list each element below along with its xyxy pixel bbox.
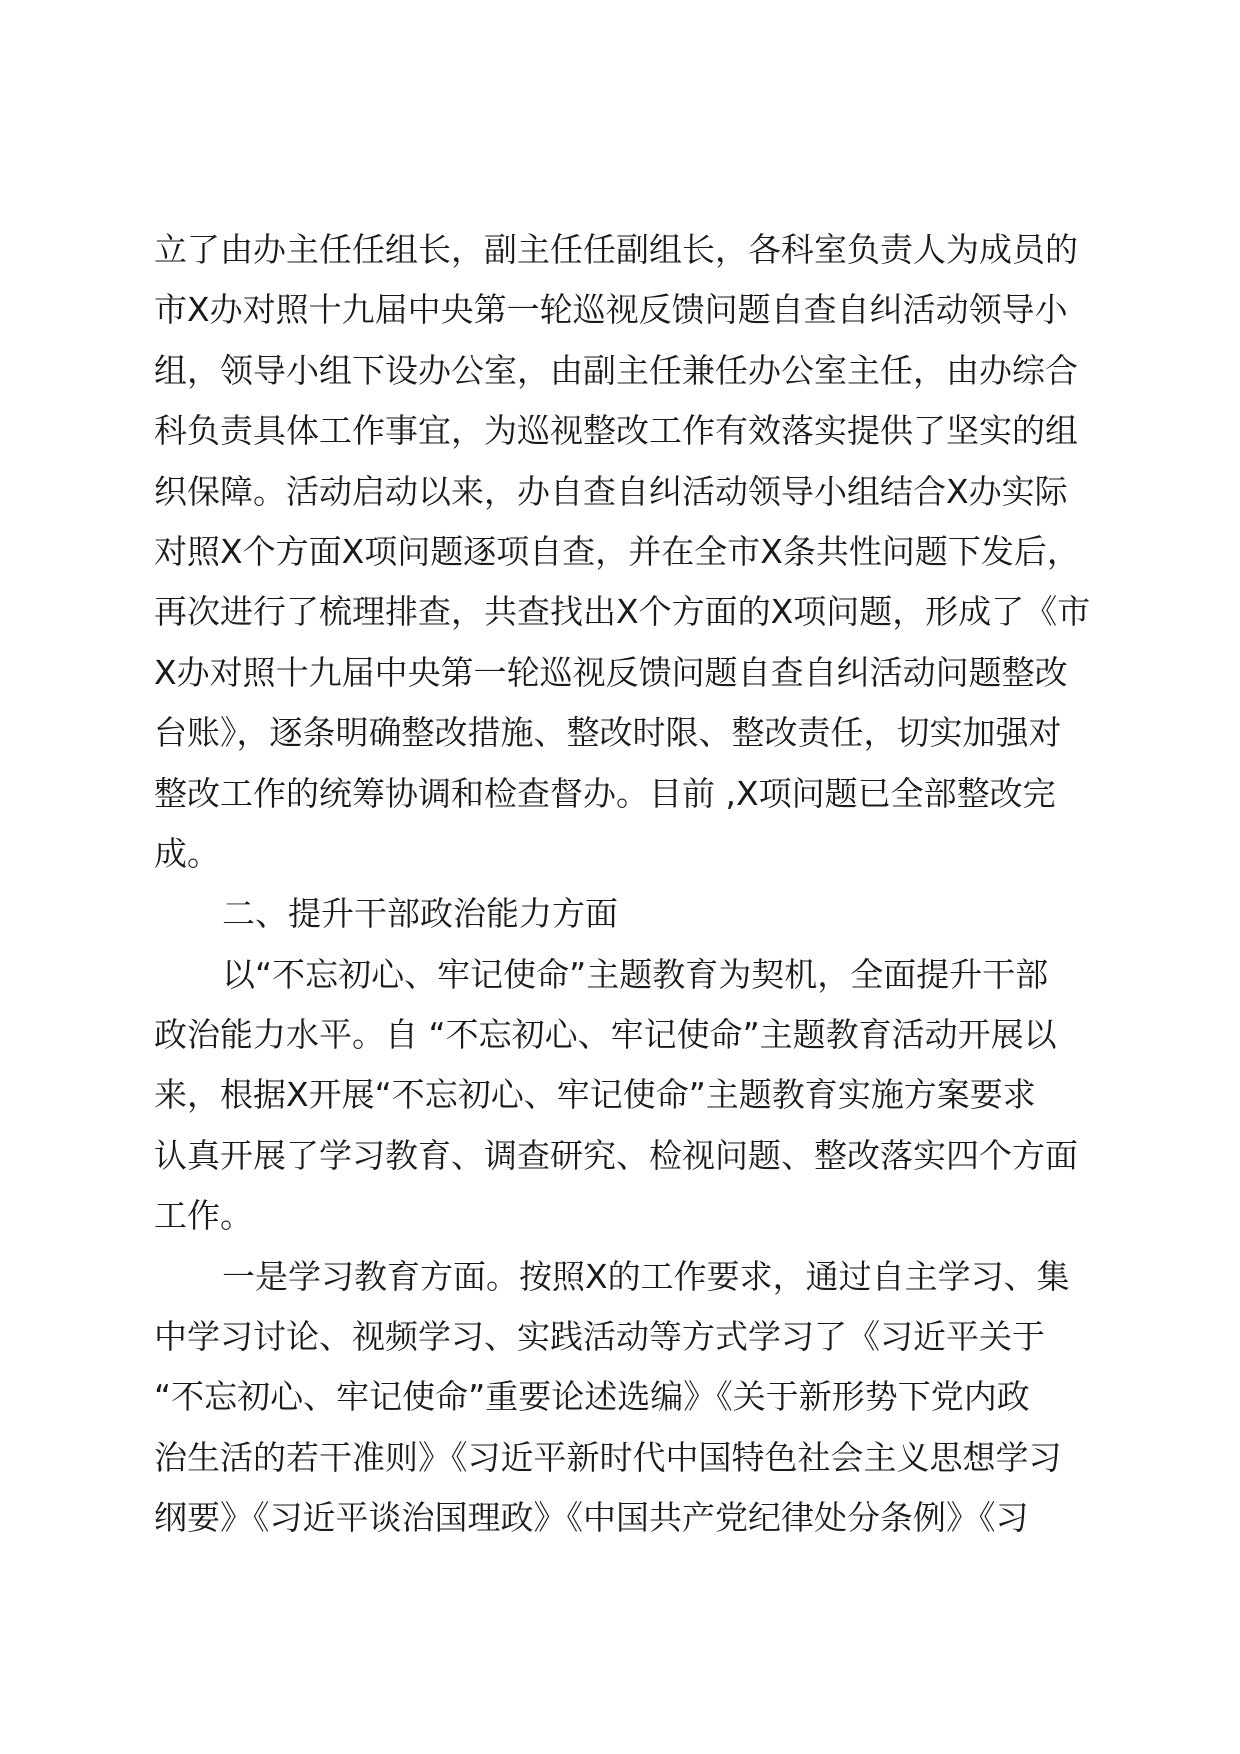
text-line: 科负责具体工作事宜，为巡视整改工作有效落实提供了坚实的组 <box>154 411 1078 451</box>
text-line: 对照X个方面X项问题逐项自查，并在全市X条共性问题下发后， <box>154 531 1080 571</box>
text-line: X办对照十九届中央第一轮巡视反馈问题自查自纠活动问题整改 <box>154 652 1068 692</box>
body-text <box>154 220 1114 1549</box>
text-line: 组，领导小组下设办公室，由副主任兼任办公室主任，由办综合 <box>154 350 1078 390</box>
text-line: “不忘初心、牢记使命”重要论述选编》《关于新形势下党内政 <box>154 1377 1030 1417</box>
text-line: 工作。 <box>154 1196 253 1236</box>
text-line: 再次进行了梳理排查，共查找出X个方面的X项问题，形成了《市 <box>154 592 1091 632</box>
text-line: 织保障。活动启动以来，办自查自纠活动领导小组结合X办实际 <box>154 471 1068 511</box>
text-line: 成。 <box>154 833 220 873</box>
text-line: 一是学习教育方面。按照X的工作要求，通过自主学习、集 <box>222 1256 1070 1296</box>
text-line: 治生活的若干准则》《习近平新时代中国特色社会主义思想学习 <box>154 1437 1062 1477</box>
text-line: 中学习讨论、视频学习、实践活动等方式学习了《习近平关于 <box>154 1317 1045 1357</box>
text-line: 立了由办主任任组长，副主任任副组长，各科室负责人为成员的 <box>154 230 1078 269</box>
text-line: 政治能力水平。自 “不忘初心、牢记使命”主题教育活动开展以 <box>154 1015 1057 1055</box>
text-line: 纲要》《习近平谈治国理政》《中国共产党纪律处分条例》《习 <box>154 1498 1029 1538</box>
text-line: 认真开展了学习教育、调查研究、检视问题、整改落实四个方面 <box>154 1135 1078 1175</box>
text-line: 整改工作的统筹协调和检查督办。目前 ,X项问题已全部整改完 <box>154 773 1056 813</box>
text-line: 台账》，逐条明确整改措施、整改时限、整改责任，切实加强对 <box>154 713 1062 753</box>
text-line: 二、提升干部政治能力方面 <box>222 894 618 934</box>
text-line: 以“不忘初心、牢记使命”主题教育为契机，全面提升干部 <box>222 954 1049 994</box>
text-line: 市X办对照十九届中央第一轮巡视反馈问题自查自纠活动领导小 <box>154 290 1068 330</box>
text-line: 来，根据X开展“不忘初心、牢记使命”主题教育实施方案要求 <box>154 1075 1036 1115</box>
